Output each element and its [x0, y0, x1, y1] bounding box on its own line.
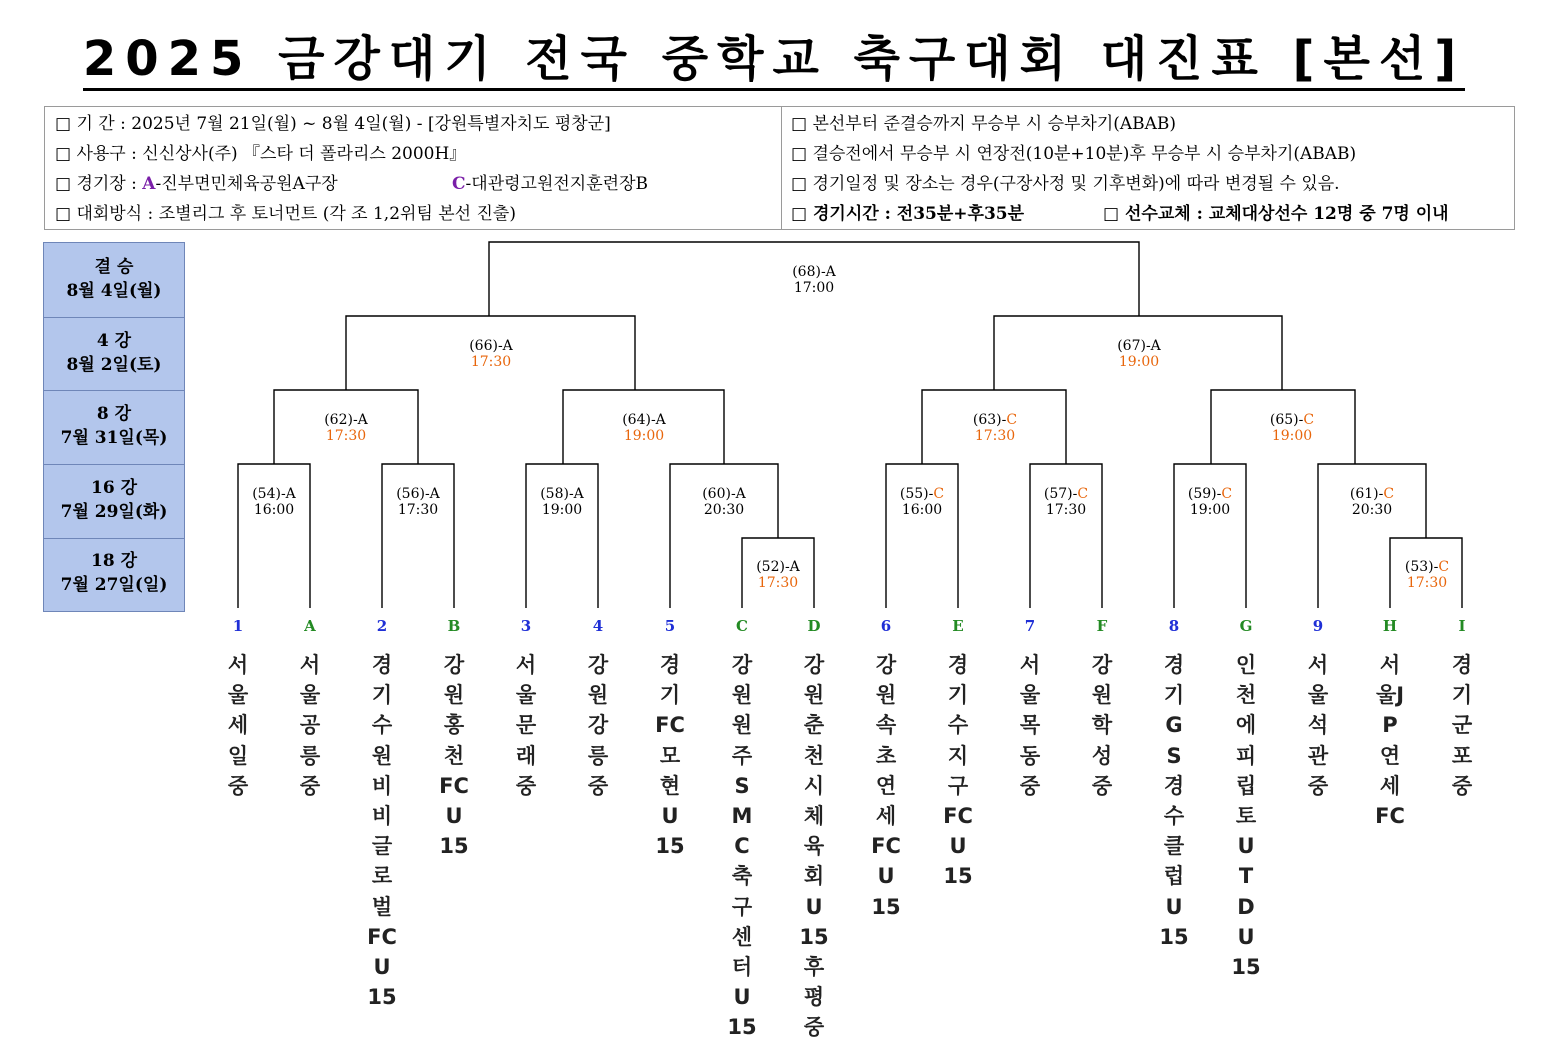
match-time: 16:00 [901, 502, 943, 518]
seed-d: D [807, 617, 821, 635]
match-time: 17:30 [757, 575, 799, 591]
match-58 [540, 486, 584, 518]
seed-2: 2 [376, 617, 388, 635]
info-ball: □ 사용구 : 신신상사(주) 『스타 더 폴라리스 2000H』 [55, 144, 467, 164]
match-venue: A [789, 559, 800, 575]
team-name: 서울JP연세FC [1375, 653, 1405, 829]
match-66 [469, 338, 513, 370]
match-number: (59)- [1187, 486, 1222, 502]
match-venue: A [502, 338, 513, 354]
match-time: 17:30 [397, 502, 439, 518]
match-number: (60)- [702, 486, 736, 502]
round-date: 7월 29일(화) [60, 502, 168, 522]
team-name: 경기군포중 [1451, 653, 1473, 798]
seed-g: G [1239, 617, 1253, 635]
seed-4: 4 [592, 617, 604, 635]
match-number: (65)- [1269, 412, 1304, 428]
seed-6: 6 [880, 617, 892, 635]
match-number: (62)- [324, 412, 358, 428]
match-number: (68)- [792, 264, 826, 280]
match-venue: C [1303, 412, 1315, 428]
team-name: 강원원주SMC축구센터U15 [727, 653, 757, 1040]
round-name: 16 강 [91, 478, 137, 498]
venue-c-letter: C [452, 174, 466, 194]
match-venue: C [1383, 486, 1395, 502]
match-venue: C [1438, 559, 1450, 575]
seed-5: 5 [664, 617, 676, 635]
match-venue: A [825, 264, 836, 280]
match-60 [702, 486, 746, 518]
venue-a-letter: A [142, 174, 156, 194]
match-number: (61)- [1349, 486, 1384, 502]
info-rule-2: □ 결승전에서 무승부 시 연장전(10분+10분)후 무승부 시 승부차기(ABAB) [791, 144, 1357, 164]
match-68 [792, 264, 836, 296]
seed-f: F [1096, 617, 1108, 635]
match-65 [1270, 412, 1314, 444]
round-date: 8월 2일(토) [66, 355, 162, 375]
match-67 [1117, 338, 1161, 370]
match-venue: A [1150, 338, 1161, 354]
match-venue: A [735, 486, 746, 502]
match-number: (55)- [899, 486, 934, 502]
seed-a: A [304, 617, 316, 635]
team-name: 강원속초연세FCU15 [871, 653, 901, 919]
match-time: 17:00 [793, 280, 835, 296]
match-time: 17:30 [1406, 575, 1448, 591]
seed-i: I [1458, 617, 1466, 635]
match-number: (67)- [1117, 338, 1151, 354]
match-time: 20:30 [703, 502, 745, 518]
team-name: 인천에피립토UTDU15 [1231, 653, 1261, 980]
match-time: 19:00 [623, 428, 665, 444]
seed-e: E [952, 617, 964, 635]
seed-9: 9 [1312, 617, 1324, 635]
match-57 [1044, 486, 1088, 518]
round-name: 결 승 [94, 257, 134, 277]
match-time: 19:00 [1271, 428, 1313, 444]
info-rule-1: □ 본선부터 준결승까지 무승부 시 승부차기(ABAB) [791, 114, 1177, 134]
match-time: 17:30 [1045, 502, 1087, 518]
team-name: 서울문래중 [515, 653, 537, 798]
match-64 [622, 412, 666, 444]
team-name: 경기FC모현U15 [655, 653, 685, 859]
seed-h: H [1382, 617, 1398, 635]
match-number: (64)- [622, 412, 656, 428]
match-number: (56)- [396, 486, 430, 502]
match-venue: C [1006, 412, 1018, 428]
seed-8: 8 [1168, 617, 1180, 635]
match-number: (58)- [540, 486, 574, 502]
match-venue: A [357, 412, 368, 428]
team-name: 강원홍천FCU15 [439, 653, 469, 859]
team-name: 강원강릉중 [587, 653, 609, 798]
match-number: (57)- [1043, 486, 1078, 502]
venue-c-name: -대관령고원전지훈련장B [465, 174, 648, 194]
round-date: 7월 31일(목) [60, 428, 168, 448]
info-venue-prefix: □ 경기장 : [55, 174, 143, 194]
info-subs: □ 선수교체 : 교체대상선수 12명 중 7명 이내 [1103, 204, 1449, 224]
match-52 [756, 559, 800, 591]
round-date: 8월 4일(월) [66, 281, 162, 301]
round-name: 18 강 [91, 551, 137, 571]
match-venue: C [1221, 486, 1233, 502]
team-name: 서울세일중 [227, 653, 249, 798]
match-time: 20:30 [1351, 502, 1393, 518]
team-name: 경기수지구FCU15 [943, 653, 973, 889]
match-number: (63)- [972, 412, 1007, 428]
team-name: 강원춘천시체육회U15후평중 [799, 653, 829, 1040]
match-venue: A [429, 486, 440, 502]
match-time: 17:30 [470, 354, 512, 370]
info-rule-3: □ 경기일정 및 장소는 경우(구장사정 및 기후변화)에 따라 변경될 수 있음. [791, 174, 1340, 194]
match-number: (52)- [756, 559, 790, 575]
match-time: 16:00 [253, 502, 295, 518]
team-name: 경기수원비비글로벌FCU15 [367, 653, 397, 1010]
match-53 [1405, 559, 1449, 591]
match-59 [1188, 486, 1232, 518]
match-time: 19:00 [1118, 354, 1160, 370]
match-venue: A [573, 486, 584, 502]
info-format: □ 대회방식 : 조별리그 후 토너먼트 (각 조 1,2위팀 본선 진출) [55, 204, 516, 224]
match-61 [1350, 486, 1394, 518]
round-name: 8 강 [96, 404, 132, 424]
match-venue: A [285, 486, 296, 502]
match-number: (54)- [252, 486, 286, 502]
match-time: 19:00 [541, 502, 583, 518]
match-number: (53)- [1404, 559, 1439, 575]
page-title: 2025 금강대기 전국 중학교 축구대회 대진표 [본선] [83, 30, 1465, 91]
match-number: (66)- [469, 338, 503, 354]
team-name: 서울목동중 [1019, 653, 1041, 798]
info-time: □ 경기시간 : 전35분+후35분 [791, 204, 1025, 224]
team-name: 경기GS경수클럽U15 [1159, 653, 1189, 949]
team-name: 강원학성중 [1091, 653, 1113, 798]
match-63 [973, 412, 1017, 444]
match-62 [324, 412, 368, 444]
seed-3: 3 [520, 617, 532, 635]
match-55 [900, 486, 944, 518]
match-venue: A [655, 412, 666, 428]
match-time: 17:30 [325, 428, 367, 444]
match-time: 19:00 [1189, 502, 1231, 518]
round-date: 7월 27일(일) [60, 575, 168, 595]
seed-c: C [736, 617, 748, 635]
info-period: □ 기 간 : 2025년 7월 21일(월) ~ 8월 4일(월) - [강원특별자치도 평창군] [55, 114, 611, 134]
seed-1: 1 [232, 617, 244, 635]
match-venue: C [1077, 486, 1089, 502]
match-venue: C [933, 486, 945, 502]
round-name: 4 강 [96, 331, 132, 351]
team-name: 서울공릉중 [299, 653, 321, 798]
match-56 [396, 486, 440, 518]
seed-7: 7 [1024, 617, 1036, 635]
venue-a-name: -진부면민체육공원A구장 [155, 174, 338, 194]
match-54 [252, 486, 296, 518]
team-name: 서울석관중 [1307, 653, 1329, 798]
seed-b: B [447, 617, 461, 635]
match-time: 17:30 [974, 428, 1016, 444]
